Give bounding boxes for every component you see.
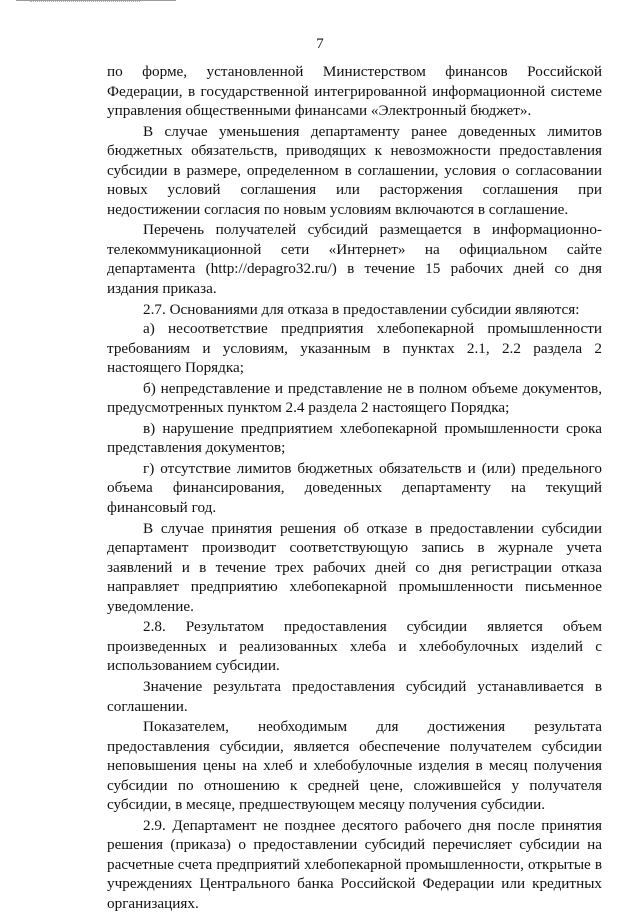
paragraph-result-value: Значение результата предоставления субсидий устанавливается в соглашении. <box>107 677 602 715</box>
paragraph-indicator: Показателем, необходимым для достижения результата предоставления субсидии, является обеспечение получателем субсидии неповышения цены на хлеб и хлебобулочные изделия в месяц получения субсидии по отношению к средней цене, сложившейся у получателя субсидии, в месяце, предшествующем месяцу получения субсидии. <box>107 718 602 814</box>
paragraph-2-7-b: б) непредставление и представление не в полном объеме документов, предусмотренных пунктом 2.4 раздела 2 настоящего Порядка; <box>107 379 602 417</box>
paragraph-continuation: по форме, установленной Министерством финансов Российской Федерации, в государственной интегрированной информационной системе управления общественными финансами «Электронный бюджет». <box>107 63 602 120</box>
scan-artifact-dotted-line <box>30 1 140 4</box>
page-number: 7 <box>316 36 324 52</box>
paragraph-recipient-list: Перечень получателей субсидий размещается в информационно-телекоммуникационной сети «Интернет» на официальном сайте департамента (http://depagro32.ru/) в течение 15 рабочих дней со дня издания приказа. <box>107 221 602 298</box>
paragraph-2-8: 2.8. Результатом предоставления субсидии является объем произведенных и реализованных хлеба и хлебобулочных изделий с использованием субсидии. <box>107 618 602 675</box>
paragraph-2-7-a: а) несоответствие предприятия хлебопекарной промышленности требованиям и условиям, указанным в пунктах 2.1, 2.2 раздела 2 настоящего Порядка; <box>107 320 602 377</box>
paragraph-refusal-decision: В случае принятия решения об отказе в предоставлении субсидии департамент производит соответствующую запись в журнале учета заявлений и в течение трех рабочих дней со дня регистрации отказа направляет предприятию хлебопекарной промышленности письменное уведомление. <box>107 519 602 615</box>
document-body <box>107 62 602 914</box>
paragraph-2-7-c: в) нарушение предприятием хлебопекарной промышленности срока представления документов; <box>107 419 602 457</box>
paragraph-2-7-d: г) отсутствие лимитов бюджетных обязательств и (или) предельного объема финансирования, доведенных департаменту на текущий финансовый год. <box>107 459 602 517</box>
paragraph-2-7-heading: 2.7. Основаниями для отказа в предоставлении субсидии являются: <box>143 300 580 318</box>
paragraph-limit-reduction: В случае уменьшения департаменту ранее доведенных лимитов бюджетных обязательств, приводящих к невозможности предоставления субсидии в размере, определенном в соглашении, условия о согласовании новых условий соглашения или расторжения соглашения при недостижении согласия по новым условиям включаются в соглашение. <box>107 122 602 218</box>
paragraph-2-9: 2.9. Департамент не позднее десятого рабочего дня после принятия решения (приказа) о предоставлении субсидий перечисляет субсидии на расчетные счета предприятий хлебопекарной промышленности, открытые в учреждениях Центрального банка Российской Федерации или кредитных организациях. <box>107 816 602 912</box>
